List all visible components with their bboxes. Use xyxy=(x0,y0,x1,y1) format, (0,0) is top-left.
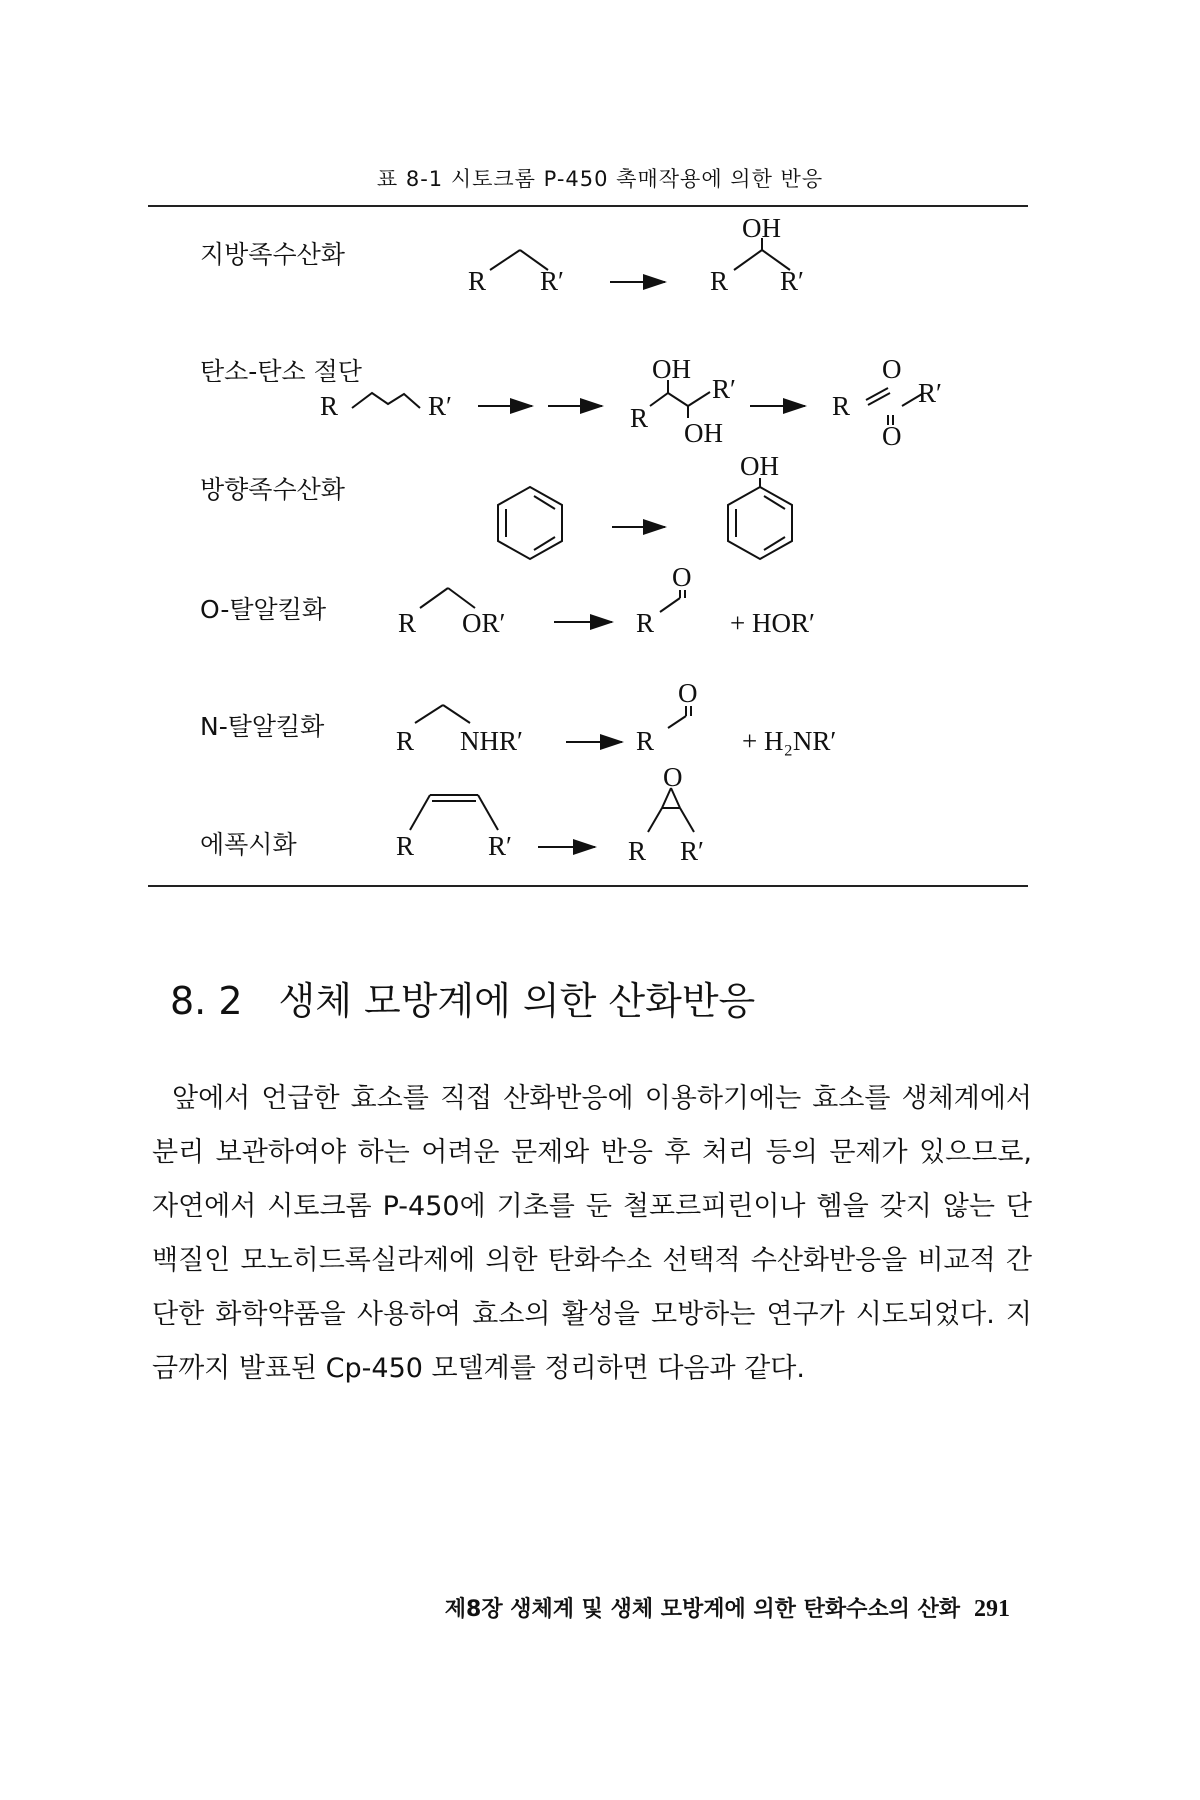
footer-chapter-title: 제8장 생체계 및 생체 모방계에 의한 탄화수소의 산화 xyxy=(444,1597,960,1622)
chem-r: R xyxy=(636,608,655,638)
table-caption: 표 8-1 시토크롬 P-450 촉매작용에 의한 반응 xyxy=(376,167,824,191)
reaction-n-dealkylation xyxy=(396,678,836,756)
chem-plus-hor: + HOR′ xyxy=(730,608,815,638)
body-paragraph: 앞에서 언급한 효소를 직접 산화반응에 이용하기에는 효소를 생체계에서 분리 보관하여야 하는 어려운 문제와 반응 후 처리 등의 문제가 있으므로, 자연에서 시토크롬 P-450에 기초를 둔 철포르피린이나 헴을 갖지 않는 단백질인 모노히드록실라제에 의한 탄화수소 선택적 수산화반응을 비교적 간단한 화학약품을 사용하여 효소의 활성을 모방하는 연구가 시도되었다. 지금까지 발표된 Cp-450 모델계를 정리하면 다음과 같다. xyxy=(152,1083,1032,1384)
reaction-aliphatic-hydroxylation xyxy=(468,213,804,296)
chem-r: R xyxy=(468,266,487,296)
row-label-cc-cleavage: 탄소-탄소 절단 xyxy=(200,357,362,386)
chem-r: R xyxy=(396,726,415,756)
chem-o: O xyxy=(663,762,683,792)
chem-o: O xyxy=(672,562,692,592)
chem-o: O xyxy=(882,421,902,451)
chem-r: R xyxy=(630,403,649,433)
chem-o: O xyxy=(882,354,902,384)
row-label-aromatic-hydroxylation: 방향족수산화 xyxy=(200,475,345,504)
chem-r: R xyxy=(710,266,729,296)
chem-r-prime: R′ xyxy=(540,266,564,296)
chem-r-prime: R′ xyxy=(780,266,804,296)
section-heading xyxy=(170,970,755,1025)
row-label-o-dealkylation: O-탈알킬화 xyxy=(200,595,326,624)
reaction-aromatic-hydroxylation xyxy=(498,451,792,559)
page-footer xyxy=(0,1592,1010,1623)
table-bottom-rule xyxy=(148,885,1028,887)
chem-o: O xyxy=(678,678,698,708)
chem-oh: OH xyxy=(740,451,779,481)
chem-r-prime: R′ xyxy=(712,374,736,404)
section-number: 8. 2 xyxy=(170,979,243,1023)
chem-nhr-prime: NHR′ xyxy=(460,726,523,756)
row-label-n-dealkylation: N-탈알킬화 xyxy=(200,712,325,741)
chem-r-prime: R′ xyxy=(918,378,942,408)
chem-r-prime: R′ xyxy=(488,831,512,861)
chem-oh: OH xyxy=(742,213,781,243)
chem-r-prime: R′ xyxy=(428,391,452,421)
chem-oh: OH xyxy=(652,354,691,384)
chem-r: R xyxy=(832,391,851,421)
reaction-epoxidation xyxy=(396,762,704,866)
chem-r: R xyxy=(396,831,415,861)
chem-or-prime: OR′ xyxy=(462,608,506,638)
chem-r: R xyxy=(628,836,647,866)
page-number: 291 xyxy=(974,1596,1010,1622)
row-label-aliphatic-hydroxylation: 지방족수산화 xyxy=(200,240,345,269)
section-title: 생체 모방계에 의한 산화반응 xyxy=(278,979,756,1023)
chem-r: R xyxy=(320,391,339,421)
chem-r-prime: R′ xyxy=(680,836,704,866)
chem-plus-h2nr: + H₂NR′ xyxy=(742,726,837,756)
reaction-o-dealkylation xyxy=(398,562,815,638)
chem-r: R xyxy=(398,608,417,638)
reaction-cc-cleavage xyxy=(320,354,942,451)
row-label-epoxidation: 에폭시화 xyxy=(200,830,297,859)
chem-oh: OH xyxy=(684,418,723,448)
chem-r: R xyxy=(636,726,655,756)
